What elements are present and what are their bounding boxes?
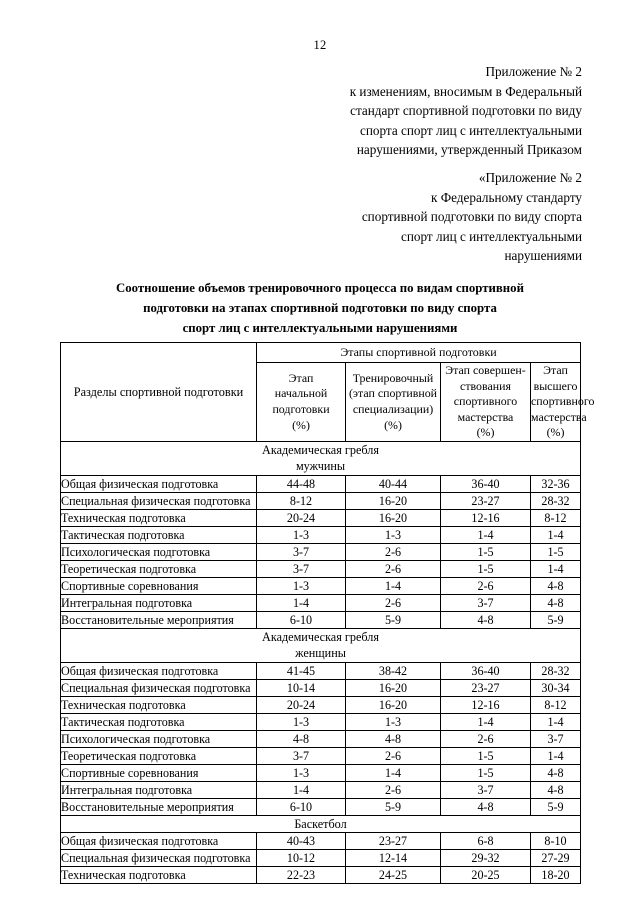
table-cell-stage-2: 24-25: [346, 867, 441, 884]
column-header-stage-line: Этап высшего: [533, 363, 578, 393]
table-section-title-line: Баскетбол: [294, 816, 347, 831]
table-row: [61, 526, 581, 543]
table-row-label: Спортивные соревнования: [61, 577, 257, 594]
table-cell-stage-4: 3-7: [531, 730, 581, 747]
table-section-title: [61, 628, 581, 662]
column-header-stage-line: спортивного: [453, 394, 518, 409]
column-header-stage-line: Тренировочный: [352, 370, 434, 385]
table-cell-stage-4: 8-10: [531, 833, 581, 850]
appendix-reference-line: нарушениями, утвержденный Приказом: [356, 142, 582, 157]
table-cell-stage-4: 32-36: [531, 475, 581, 492]
table-section-title: [61, 815, 581, 833]
table-row: [61, 509, 581, 526]
table-row: [61, 475, 581, 492]
table-row: [61, 543, 581, 560]
column-header-stage-line: специализации): [352, 401, 434, 416]
table-cell-stage-2: 16-20: [346, 509, 441, 526]
table-row: [61, 833, 581, 850]
table-cell-stage-3: 4-8: [441, 798, 531, 815]
table-row-label: Психологическая подготовка: [61, 543, 257, 560]
table-cell-stage-2: 40-44: [346, 475, 441, 492]
table-cell-stage-4: 27-29: [531, 850, 581, 867]
column-header-sections: Разделы спортивной подготовки: [61, 343, 257, 442]
column-header-stage-line: Этап: [288, 370, 314, 385]
table-row-label: Восстановительные мероприятия: [61, 611, 257, 628]
table-section-title-line: Академическая гребля: [262, 629, 379, 644]
table-row-label: Восстановительные мероприятия: [61, 798, 257, 815]
table-cell-stage-4: 4-8: [531, 577, 581, 594]
table-cell-stage-2: 16-20: [346, 679, 441, 696]
column-header-stage-line: спортивного: [531, 394, 595, 409]
table-cell-stage-2: 5-9: [346, 798, 441, 815]
table-cell-stage-2: 12-14: [346, 850, 441, 867]
table-row: [61, 492, 581, 509]
table-row: [61, 730, 581, 747]
page-title-line: Соотношение объемов тренировочного процесса по видам спортивной: [116, 281, 524, 295]
table-row-label: Спортивные соревнования: [61, 764, 257, 781]
table-cell-stage-2: 1-4: [346, 764, 441, 781]
table-cell-stage-3: 3-7: [441, 781, 531, 798]
table-cell-stage-1: 3-7: [257, 543, 346, 560]
table-cell-stage-1: 10-12: [257, 850, 346, 867]
page-number: 12: [313, 38, 327, 52]
table-cell-stage-1: 6-10: [257, 611, 346, 628]
appendix-reference-line: стандарт спортивной подготовки по виду: [350, 103, 582, 118]
table-row: [61, 747, 581, 764]
column-header-stage-1: [257, 363, 346, 442]
table-cell-stage-3: 1-4: [441, 526, 531, 543]
table-cell-stage-4: 1-4: [531, 560, 581, 577]
column-header-stage-line: (этап спортивной: [348, 386, 438, 401]
table-cell-stage-1: 3-7: [257, 560, 346, 577]
table-row-label: Тактическая подготовка: [61, 526, 257, 543]
appendix-quoted-line: спортивной подготовки по виду спорта: [361, 209, 582, 224]
table-section-header-row: [61, 628, 581, 662]
table-row-label: Общая физическая подготовка: [61, 833, 257, 850]
table-cell-stage-2: 2-6: [346, 560, 441, 577]
training-volumes-table-wrapper: [60, 342, 595, 884]
appendix-quoted-line: «Приложение № 2: [478, 170, 582, 185]
column-header-stage-line: (%): [384, 417, 402, 432]
table-row-label: Специальная физическая подготовка: [61, 492, 257, 509]
table-cell-stage-1: 20-24: [257, 696, 346, 713]
table-cell-stage-2: 38-42: [346, 662, 441, 679]
table-cell-stage-4: 5-9: [531, 798, 581, 815]
page-title-line: спорт лиц с интеллектуальными нарушениями: [182, 321, 458, 335]
table-cell-stage-3: 1-4: [441, 713, 531, 730]
table-cell-stage-4: 5-9: [531, 611, 581, 628]
table-cell-stage-4: 28-32: [531, 662, 581, 679]
table-cell-stage-4: 4-8: [531, 764, 581, 781]
table-cell-stage-1: 8-12: [257, 492, 346, 509]
table-row: [61, 560, 581, 577]
table-cell-stage-3: 6-8: [441, 833, 531, 850]
appendix-reference-line: спорта спорт лиц с интеллектуальными: [360, 122, 582, 138]
table-row-label: Тактическая подготовка: [61, 713, 257, 730]
table-row-label: Общая физическая подготовка: [61, 475, 257, 492]
table-row-label: Интегральная подготовка: [61, 781, 257, 798]
table-cell-stage-2: 23-27: [346, 833, 441, 850]
table-cell-stage-3: 36-40: [441, 662, 531, 679]
table-cell-stage-1: 41-45: [257, 662, 346, 679]
column-header-stage-line: (%): [546, 425, 565, 440]
table-row: [61, 764, 581, 781]
table-cell-stage-3: 1-5: [441, 764, 531, 781]
table-cell-stage-2: 1-3: [346, 526, 441, 543]
table-cell-stage-1: 1-3: [257, 713, 346, 730]
table-row-label: Специальная физическая подготовка: [61, 679, 257, 696]
table-cell-stage-3: 12-16: [441, 696, 531, 713]
table-cell-stage-1: 22-23: [257, 867, 346, 884]
table-row: [61, 713, 581, 730]
column-header-stage-line: Этап совершен-: [445, 363, 526, 377]
table-row: [61, 679, 581, 696]
table-row-label: Общая физическая подготовка: [61, 662, 257, 679]
page-title-line: подготовки на этапах спортивной подготовки по виду спорта: [143, 301, 497, 315]
column-header-stage-2: [346, 363, 441, 442]
table-cell-stage-3: 2-6: [441, 730, 531, 747]
appendix-quoted-line: спорт лиц с интеллектуальными: [401, 228, 582, 244]
table-cell-stage-3: 1-5: [441, 560, 531, 577]
table-row: [61, 798, 581, 815]
appendix-reference-block: [272, 62, 582, 160]
column-header-stages-group: Этапы спортивной подготовки: [257, 343, 581, 363]
table-cell-stage-4: 1-4: [531, 526, 581, 543]
table-section-title-line: женщины: [295, 646, 346, 661]
column-header-stage-4: [531, 363, 595, 442]
table-cell-stage-4: 4-8: [531, 781, 581, 798]
table-cell-stage-1: 1-4: [257, 781, 346, 798]
table-cell-stage-2: 5-9: [346, 611, 441, 628]
table-cell-stage-2: 2-6: [346, 594, 441, 611]
table-cell-stage-1: 44-48: [257, 475, 346, 492]
table-cell-stage-3: 20-25: [441, 867, 531, 884]
table-cell-stage-1: 20-24: [257, 509, 346, 526]
table-row-label: Специальная физическая подготовка: [61, 850, 257, 867]
table-cell-stage-3: 23-27: [441, 492, 531, 509]
table-row-label: Интегральная подготовка: [61, 594, 257, 611]
column-header-stage-line: мастерства: [531, 409, 587, 424]
table-cell-stage-2: 16-20: [346, 696, 441, 713]
appendix-quoted-line: нарушениями: [504, 248, 582, 263]
table-row: [61, 781, 581, 798]
table-cell-stage-4: 4-8: [531, 594, 581, 611]
table-row-label: Теоретическая подготовка: [61, 560, 257, 577]
table-section-header-row: [61, 441, 581, 475]
table-section-title-line: Академическая гребля: [262, 442, 379, 457]
table-row: [61, 662, 581, 679]
page-title: [60, 278, 580, 338]
training-volumes-table: [60, 342, 595, 884]
column-header-stage-line: начальной: [274, 386, 328, 401]
table-section-title: [61, 441, 581, 475]
table-section-title-line: мужчины: [295, 459, 346, 474]
table-row: [61, 611, 581, 628]
table-row: [61, 594, 581, 611]
table-cell-stage-1: 4-8: [257, 730, 346, 747]
table-cell-stage-4: 8-12: [531, 509, 581, 526]
table-cell-stage-4: 1-4: [531, 747, 581, 764]
table-cell-stage-3: 2-6: [441, 577, 531, 594]
column-header-stage-line: мастерства: [457, 409, 514, 424]
appendix-quoted-line: к Федеральному стандарту: [430, 189, 582, 205]
table-cell-stage-4: 1-4: [531, 713, 581, 730]
table-row: [61, 577, 581, 594]
table-section-header-row: [61, 815, 581, 833]
table-cell-stage-3: 36-40: [441, 475, 531, 492]
table-cell-stage-2: 2-6: [346, 747, 441, 764]
table-cell-stage-1: 40-43: [257, 833, 346, 850]
table-row-label: Техническая подготовка: [61, 867, 257, 884]
table-cell-stage-1: 6-10: [257, 798, 346, 815]
table-cell-stage-3: 3-7: [441, 594, 531, 611]
table-cell-stage-3: 4-8: [441, 611, 531, 628]
table-cell-stage-2: 16-20: [346, 492, 441, 509]
table-row: [61, 696, 581, 713]
table-row: [61, 850, 581, 867]
table-row-label: Техническая подготовка: [61, 509, 257, 526]
table-cell-stage-4: 18-20: [531, 867, 581, 884]
table-cell-stage-2: 2-6: [346, 543, 441, 560]
table-row-label: Теоретическая подготовка: [61, 747, 257, 764]
table-row-label: Психологическая подготовка: [61, 730, 257, 747]
table-cell-stage-3: 12-16: [441, 509, 531, 526]
table-header-row-group: [61, 343, 581, 363]
table-cell-stage-1: 1-3: [257, 577, 346, 594]
table-cell-stage-2: 1-3: [346, 713, 441, 730]
table-cell-stage-1: 10-14: [257, 679, 346, 696]
column-header-stage-line: ствования: [460, 378, 511, 393]
table-cell-stage-2: 4-8: [346, 730, 441, 747]
table-cell-stage-1: 1-3: [257, 526, 346, 543]
appendix-quoted-block: [272, 168, 582, 266]
table-cell-stage-4: 8-12: [531, 696, 581, 713]
table-cell-stage-2: 2-6: [346, 781, 441, 798]
column-header-stage-line: подготовки: [272, 401, 330, 416]
table-cell-stage-1: 3-7: [257, 747, 346, 764]
appendix-reference-line: к изменениям, вносимым в Федеральный: [349, 83, 582, 99]
table-cell-stage-3: 29-32: [441, 850, 531, 867]
table-cell-stage-1: 1-4: [257, 594, 346, 611]
table-cell-stage-4: 1-5: [531, 543, 581, 560]
table-cell-stage-3: 23-27: [441, 679, 531, 696]
column-header-stage-3: [441, 363, 531, 442]
table-cell-stage-4: 28-32: [531, 492, 581, 509]
table-row-label: Техническая подготовка: [61, 696, 257, 713]
table-cell-stage-1: 1-3: [257, 764, 346, 781]
column-header-stage-line: (%): [476, 425, 495, 440]
appendix-reference-line: Приложение № 2: [485, 64, 582, 79]
column-header-stage-line: (%): [292, 417, 310, 432]
table-cell-stage-4: 30-34: [531, 679, 581, 696]
table-cell-stage-3: 1-5: [441, 543, 531, 560]
table-cell-stage-3: 1-5: [441, 747, 531, 764]
table-row: [61, 867, 581, 884]
table-cell-stage-2: 1-4: [346, 577, 441, 594]
